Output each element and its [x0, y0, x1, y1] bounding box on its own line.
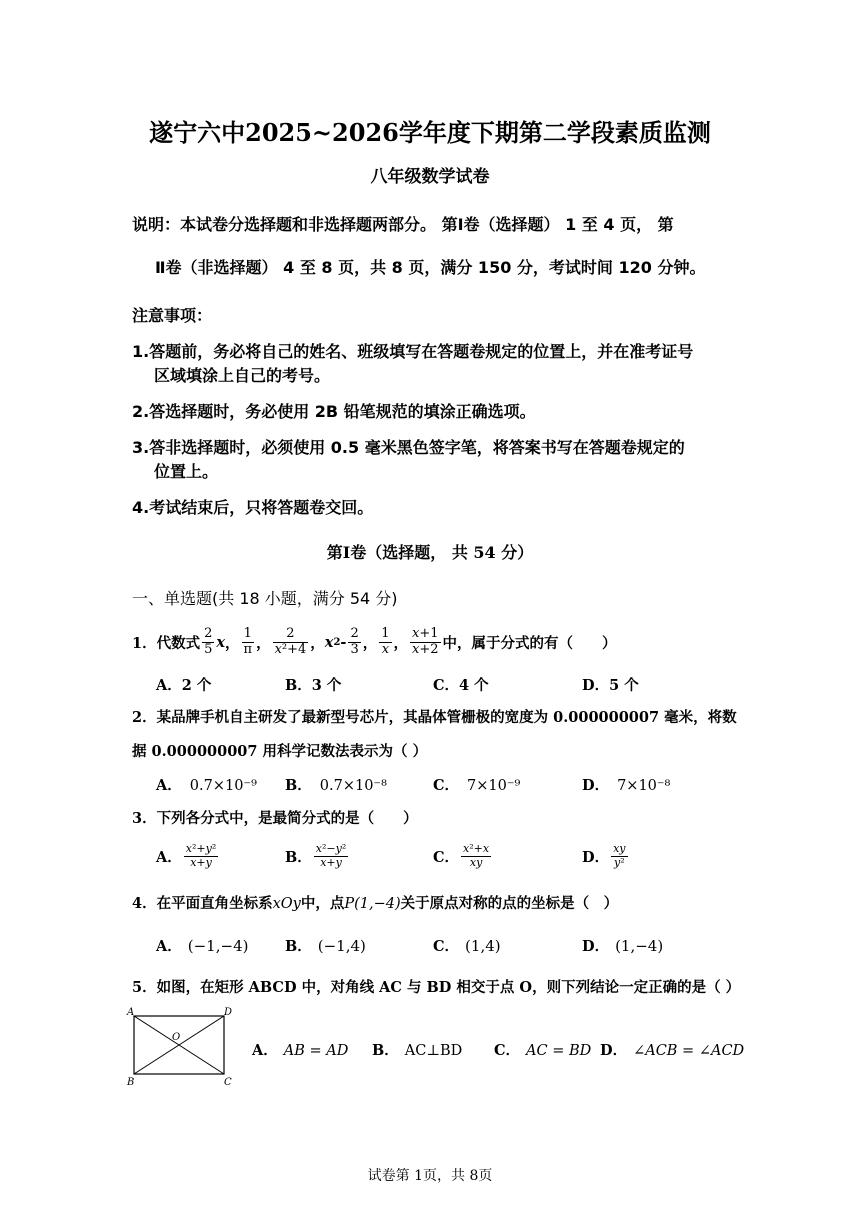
q2-option-a[interactable]: A． 0.7×10⁻⁹	[156, 777, 257, 794]
center-label-o: O	[172, 1032, 181, 1043]
q4-option-c[interactable]: C． (1,4)	[433, 937, 501, 955]
vertex-label-b: B	[127, 1077, 135, 1088]
q2-option-c[interactable]: C． 7×10⁻⁹	[433, 777, 521, 794]
expr-2-over-5: $\frac{2}{5}$	[204, 626, 213, 657]
q3-option-c[interactable]: C． $\frac{\text{x²+x}}{xy}$	[433, 842, 490, 869]
question-3: 3．下列各分式中，是最简分式的是（ ）	[132, 810, 418, 827]
notice-item-3a: 3.答非选择题时，必须使用 0.5 毫米黑色签字笔，将答案书写在答题卷规定的	[132, 438, 685, 457]
expr-2-over-3: $\frac{2}{3}$	[350, 626, 359, 657]
exam-subtitle: 八年级数学试卷	[370, 167, 490, 187]
question-4: 4．在平面直角坐标系xOy中，点P(1,−4)关于原点对称的点的坐标是（ ）	[132, 895, 619, 912]
expr-1-over-pi: $\frac{1}{\pi}$	[243, 626, 253, 657]
q5-option-c[interactable]: C． AC = BD	[494, 1042, 592, 1059]
notice-item-4: 4.考试结束后，只将答题卷交回。	[132, 498, 374, 517]
q4-option-b[interactable]: B． (−1,4)	[285, 937, 366, 955]
notice-heading: 注意事项：	[132, 306, 213, 325]
notice-item-3b: 位置上。	[154, 462, 219, 481]
q5-option-b[interactable]: B． AC⊥BD	[372, 1042, 463, 1059]
q1-option-c[interactable]: C．4 个	[433, 677, 489, 694]
question-1-suffix: 中，属于分式的有（ ）	[442, 634, 617, 652]
question-2-line-1: 2．某品牌手机自主研发了最新型号芯片，其晶体管栅极的宽度为 0.000000007 毫米，将数	[132, 709, 737, 726]
exam-title: 遂宁六中2025~2026学年度下期第二学段素质监测	[149, 118, 711, 147]
instructions-line-1: 说明：本试卷分选择题和非选择题两部分。 第Ⅰ卷（选择题） 1 至 4 页， 第	[132, 215, 674, 234]
q1-option-a[interactable]: A．2 个	[156, 677, 212, 694]
question-2-line-2: 据 0.000000007 用科学记数法表示为（ ）	[132, 743, 428, 760]
q3-option-a[interactable]: A． $\frac{\text{x²+y²}}{x+y}$	[156, 842, 217, 869]
frac-x2-minus-y2-over-xy: $\frac{\text{x²−y²}}{x+y}$	[315, 842, 347, 869]
part1-heading: 第Ⅰ卷（选择题， 共 54 分）	[326, 543, 534, 562]
notice-item-1a: 1.答题前，务必将自己的姓名、班级填写在答题卷规定的位置上，并在准考证号	[132, 342, 694, 361]
q2-option-d[interactable]: D． 7×10⁻⁸	[582, 777, 671, 794]
q4-option-d[interactable]: D． (1,−4)	[582, 937, 664, 955]
q1-option-d[interactable]: D．5 个	[582, 677, 639, 694]
vertex-label-a: A	[127, 1007, 135, 1018]
section-heading: 一、单选题(共 18 小题，满分 54 分)	[132, 589, 398, 608]
expr-1-over-x: $\frac{1}{x}$	[381, 626, 390, 657]
frac-xy-over-y2: $\frac{xy}{\text{y²}}$	[613, 842, 626, 869]
instructions-line-2: Ⅱ卷（非选择题） 4 至 8 页，共 8 页，满分 150 分，考试时间 120 分钟。	[155, 258, 706, 277]
question-1: 1．代数式 $\frac{2}{5}$ x ， $\frac{1}{\pi}$ ， $\frac{2}{\text{x²+4}}$ ， x 2 - $\frac{2}{3}$ ， $\frac{1}{x}$ ， $\frac{x+1}{x+2}$ 中，属于分式的有（ ）	[132, 626, 617, 657]
page-footer: 试卷第 1页，共 8页	[367, 1168, 493, 1184]
vertex-label-c: C	[224, 1077, 232, 1088]
expr-xplus1-over-xplus2: $\frac{x+1}{x+2}$	[412, 626, 439, 657]
notice-item-1b: 区域填涂上自己的考号。	[154, 366, 331, 385]
frac-x2x-over-xy: $\frac{\text{x²+x}}{xy}$	[463, 842, 490, 869]
question-5: 5．如图，在矩形 ABCD 中，对角线 AC 与 BD 相交于点 O，则下列结论一定正确的是（ ）	[132, 979, 741, 996]
q3-option-d[interactable]: D． $\frac{xy}{\text{y²}}$	[582, 842, 626, 869]
q4-option-a[interactable]: A． (−1,−4)	[156, 937, 249, 955]
q3-option-b[interactable]: B． $\frac{\text{x²−y²}}{x+y}$	[285, 842, 347, 869]
q5-option-a[interactable]: A． AB = AD	[252, 1042, 349, 1059]
frac-x2y2-over-xy: $\frac{\text{x²+y²}}{x+y}$	[185, 842, 217, 869]
expr-2-over-x2plus4: $\frac{2}{\text{x²+4}}$	[274, 626, 307, 657]
question-1-prefix: 1．代数式	[132, 634, 201, 652]
q5-option-d[interactable]: D． ∠ACB = ∠ACD	[600, 1042, 745, 1059]
vertex-label-d: D	[224, 1007, 233, 1018]
rectangle-abcd-figure	[124, 1006, 236, 1088]
q1-option-b[interactable]: B．3 个	[285, 677, 342, 694]
q2-option-b[interactable]: B． 0.7×10⁻⁸	[285, 777, 387, 794]
notice-item-2: 2.答选择题时，务必使用 2B 铅笔规范的填涂正确选项。	[132, 402, 536, 421]
